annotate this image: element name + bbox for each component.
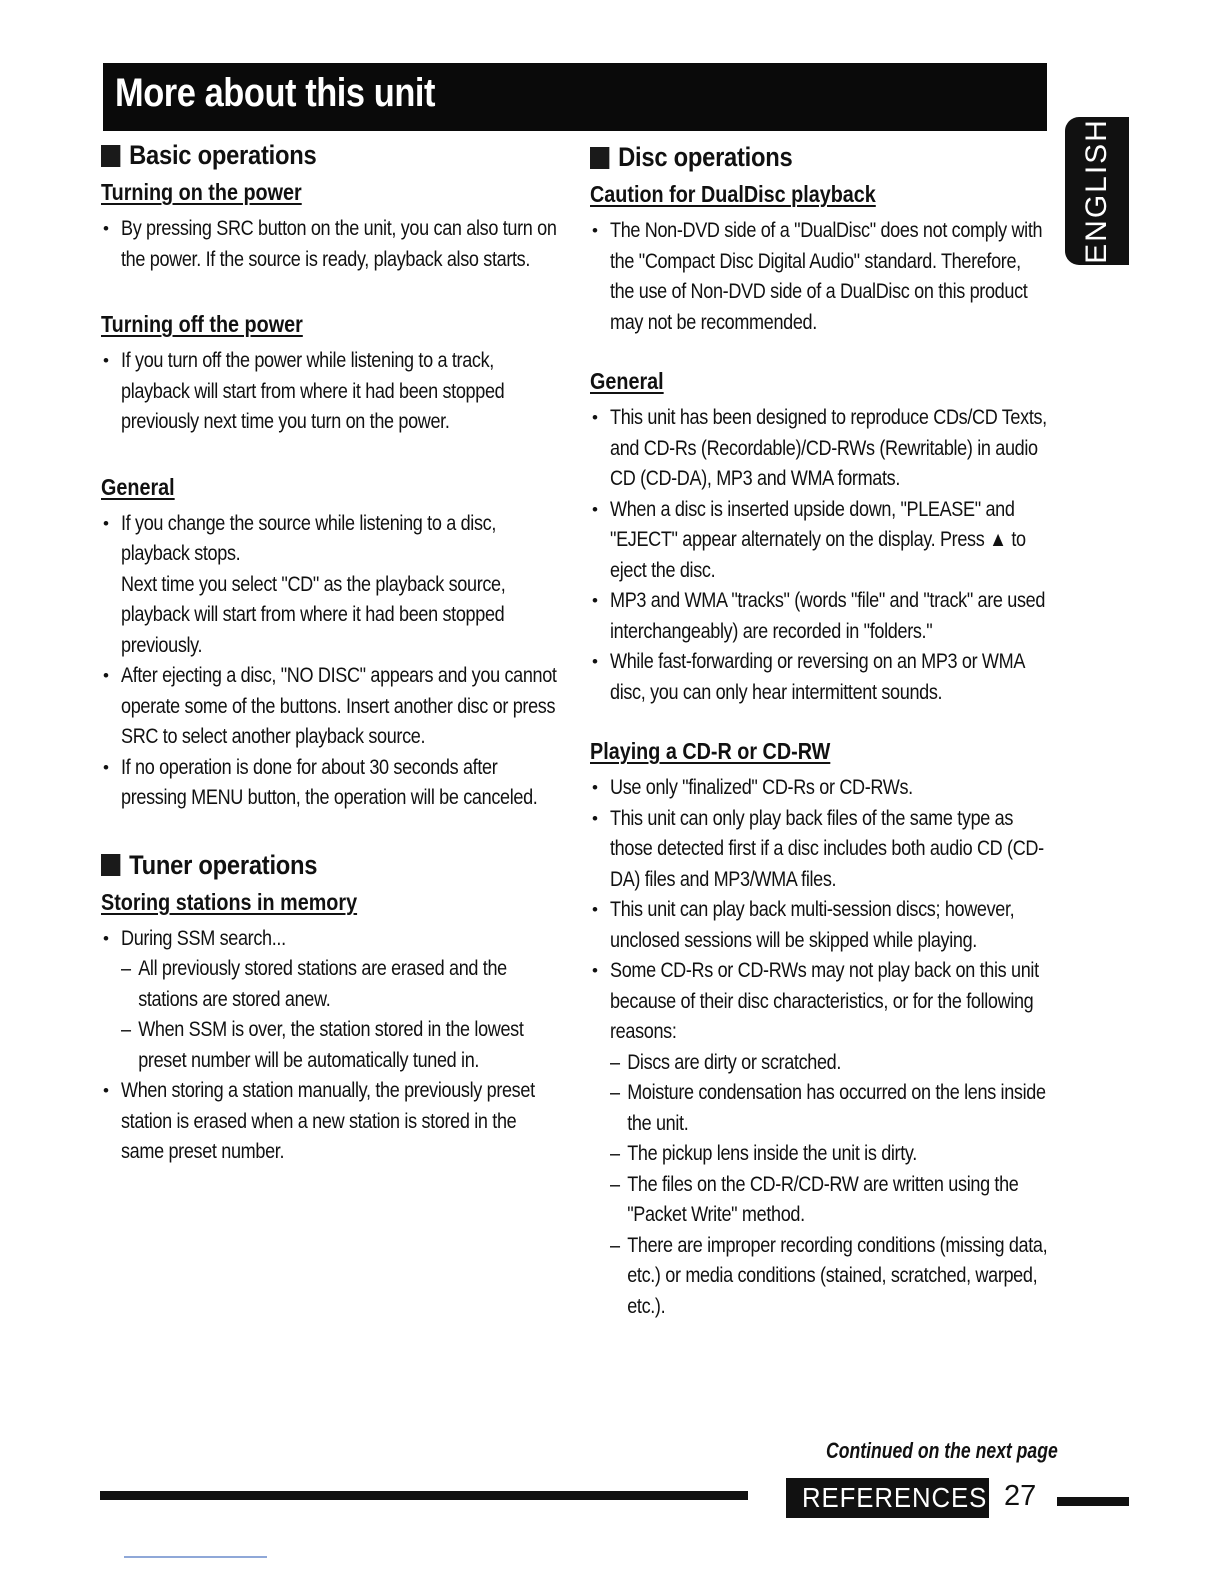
list-item: • When a disc is inserted upside down, "PLEASE" and "EJECT" appear alternately on the display. Press ▲ to eject the disc.	[590, 495, 1050, 587]
ssm-dash-list	[121, 954, 560, 1076]
dash-item: – Discs are dirty or scratched.	[610, 1048, 1049, 1079]
list-item: • This unit can play back multi-session discs; however, unclosed sessions will be skipped while playing.	[590, 895, 1050, 956]
storing-list	[101, 924, 561, 1168]
list-item: • While fast-forwarding or reversing on an MP3 or WMA disc, you can only hear intermittent sounds.	[590, 647, 1050, 708]
dash-item: – Moisture condensation has occurred on the lens inside the unit.	[610, 1078, 1049, 1139]
list-item: • During SSM search... – All previously stored stations are erased and the stations are stored anew. – When SSM is over, the station stored in the lowest preset number will be automatically tuned in.	[101, 924, 561, 1077]
continued-note: Continued on the next page	[826, 1438, 1058, 1463]
language-tab-label: ENGLISH	[1080, 118, 1113, 264]
language-tab	[1065, 117, 1129, 265]
list-item: • The Non-DVD side of a "DualDisc" does not comply with the "Compact Disc Digital Audio" standard. Therefore, the use of Non-DVD side of a DualDisc on this product may not be recommended.	[590, 216, 1050, 338]
list-item: • This unit has been designed to reproduce CDs/CD Texts, and CD-Rs (Recordable)/CD-RWs (Rewritable) in audio CD (CD-DA), MP3 and WMA formats.	[590, 403, 1050, 495]
list-item: • MP3 and WMA "tracks" (words "file" and "track" are used interchangeably) are recorded in "folders."	[590, 586, 1050, 647]
section-disc-operations: Disc operations	[590, 142, 995, 173]
cdr-list	[590, 773, 1050, 1322]
dash-item: – There are improper recording conditions (missing data, etc.) or media conditions (stained, scratched, warped, etc.).	[610, 1231, 1049, 1323]
footer-rule-left	[100, 1491, 748, 1500]
section-square-icon	[101, 854, 120, 876]
page-title: More about this unit	[115, 71, 436, 115]
eject-icon: ▲	[989, 528, 1007, 551]
subhead-turning-off-power: Turning off the power	[101, 311, 303, 337]
left-column	[101, 140, 561, 1168]
section-label: REFERENCES	[802, 1482, 988, 1513]
section-square-icon	[101, 145, 120, 167]
subhead-playing-cdr: Playing a CD-R or CD-RW	[590, 738, 831, 764]
list-item: • Some CD-Rs or CD-RWs may not play back on this unit because of their disc characteristics, or for the following reasons: – Discs are dirty or scratched. – Moisture condensation has occurred on the lens inside the unit. – The pickup lens inside the unit is dirty. – The files on the CD-R/CD-RW are written using the "Packet Write" method. – There are improper recording conditions (missing data, etc.) or media conditions (stained, scratched, warped, etc.).	[590, 956, 1050, 1322]
general-left-list	[101, 509, 561, 814]
right-column	[590, 142, 1050, 1322]
list-item: • If you turn off the power while listening to a track, playback will start from where it had been stopped previously next time you turn on the power.	[101, 346, 561, 438]
list-item: • If no operation is done for about 30 seconds after pressing MENU button, the operation will be canceled.	[101, 753, 561, 814]
list-item: • Use only "finalized" CD-Rs or CD-RWs.	[590, 773, 1050, 804]
section-tuner-operations: Tuner operations	[101, 850, 506, 881]
dash-item: – The files on the CD-R/CD-RW are written using the "Packet Write" method.	[610, 1170, 1049, 1231]
page-number: 27	[1004, 1480, 1037, 1512]
list-item: • This unit can only play back files of the same type as those detected first if a disc includes both audio CD (CD-DA) files and MP3/WMA files.	[590, 804, 1050, 896]
dash-item: – All previously stored stations are erased and the stations are stored anew.	[121, 954, 560, 1015]
list-item: • When storing a station manually, the previously preset station is erased when a new station is stored in the same preset number.	[101, 1076, 561, 1168]
subhead-turning-on-power: Turning on the power	[101, 179, 302, 205]
list-item: • If you change the source while listening to a disc, playback stops. Next time you select "CD" as the playback source, playback will start from where it had been stopped previously.	[101, 509, 561, 662]
page-title-bar	[103, 63, 1047, 131]
dash-item: – When SSM is over, the station stored in the lowest preset number will be automatically tuned in.	[121, 1015, 560, 1076]
subhead-storing-stations: Storing stations in memory	[101, 888, 358, 915]
reasons-dash-list	[610, 1048, 1049, 1323]
dualdisc-list	[590, 216, 1050, 338]
subhead-general-left: General	[101, 473, 175, 500]
list-item: • By pressing SRC button on the unit, you can also turn on the power. If the source is ready, playback also starts.	[101, 214, 561, 275]
footer-rule-right	[1057, 1497, 1129, 1506]
section-basic-operations: Basic operations	[101, 140, 506, 171]
section-label-box	[786, 1478, 989, 1518]
general-right-list	[590, 403, 1050, 708]
list-item: • After ejecting a disc, "NO DISC" appears and you cannot operate some of the buttons. Insert another disc or press SRC to select another playback source.	[101, 661, 561, 753]
scan-artifact-line	[124, 1556, 267, 1558]
subhead-dualdisc-caution: Caution for DualDisc playback	[590, 181, 876, 207]
power-on-list	[101, 214, 561, 275]
power-off-list	[101, 346, 561, 438]
dash-item: – The pickup lens inside the unit is dirty.	[610, 1139, 1049, 1170]
section-square-icon	[590, 147, 609, 169]
subhead-general-right: General	[590, 368, 664, 394]
